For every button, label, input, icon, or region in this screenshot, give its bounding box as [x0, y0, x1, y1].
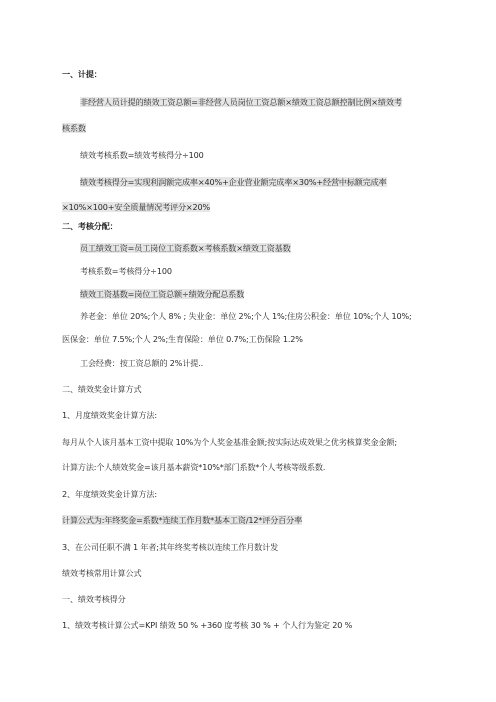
section-4-paragraph-1: 1、绩效考核计算公式=KPI 绩效 50 % +360 度考核 30 % + 个人行为鉴定 20 %	[62, 620, 353, 630]
section-3-formula	[62, 515, 302, 526]
highlight: ×10%×100+安全质量情况考评分×20%	[62, 202, 211, 212]
section-4-title: 绩效考核常用计算公式	[62, 568, 142, 578]
section-2-paragraph-4-line-1: 养老金：单位 20%;个人 8% ; 失业金：单位 2%;个人 1%;住房公积金：单位 10%;个人 10%;	[80, 311, 412, 321]
section-3-subheading-1: 1、月度绩效奖金计算方法:	[62, 410, 157, 420]
highlight: 核系数	[62, 123, 86, 133]
section-2-paragraph-2: 考核系数=考核得分÷100	[80, 266, 172, 276]
highlight: 非经营人员计提的绩效工资总额=非经营人员岗位工资总额×绩效工资总额控制比例×绩效考	[80, 97, 402, 107]
highlight: 员工绩效工资=员工岗位工资系数×考核系数×绩效工资基数	[80, 243, 291, 253]
highlight: 绩效考核得分=实现利润额完成率×40%+企业营业额完成率×30%+经营中标额完成率	[80, 177, 387, 187]
section-4-heading: 一、绩效考核得分	[62, 594, 126, 604]
highlight: 绩效工资基数=岗位工资总额÷绩效分配总系数	[80, 289, 245, 299]
section-3-subheading-1-line-2: 计算方法:个人绩效奖金=该月基本薪资*10%*部门系数*个人考核等级系数.	[62, 462, 326, 472]
section-3-subheading-3: 3、在公司任职不满 1 年者;其年终奖考核以连续工作月数计发	[62, 542, 279, 552]
section-2-paragraph-1	[80, 243, 291, 254]
section-3-subheading-2: 2、年度绩效奖金计算方法:	[62, 489, 157, 499]
section-1-heading: 一、计提：	[62, 69, 102, 79]
section-1-paragraph-2: 绩效考核系数=绩效考核得分÷100	[80, 150, 204, 160]
section-2-paragraph-5: 工会经费：按工资总额的 2%计提..	[80, 358, 204, 368]
section-2-paragraph-3	[80, 289, 244, 300]
section-1-paragraph-3-line-1	[80, 177, 387, 188]
highlight: 计算公式为:年终奖金=系数*连续工作月数*基本工资/12*评分百分率	[62, 515, 303, 525]
section-2-heading: 二、考核分配：	[62, 221, 118, 231]
section-1-paragraph-3-line-2	[62, 202, 210, 213]
section-1-paragraph-1-line-1	[80, 97, 402, 108]
section-2-paragraph-4-line-2: 医保金：单位 7.5%;个人 2%;生育保险：单位 0.7%;工伤保险 1.2%	[62, 334, 303, 344]
section-3-subheading-1-line-1: 每月从个人该月基本工资中提取 10%为个人奖金基准金额;按实际达成效果之优劣核算奖金金额;	[62, 437, 397, 447]
section-1-paragraph-1-line-2	[62, 123, 86, 134]
section-3-heading: 二、绩效奖金计算方式	[62, 384, 142, 394]
